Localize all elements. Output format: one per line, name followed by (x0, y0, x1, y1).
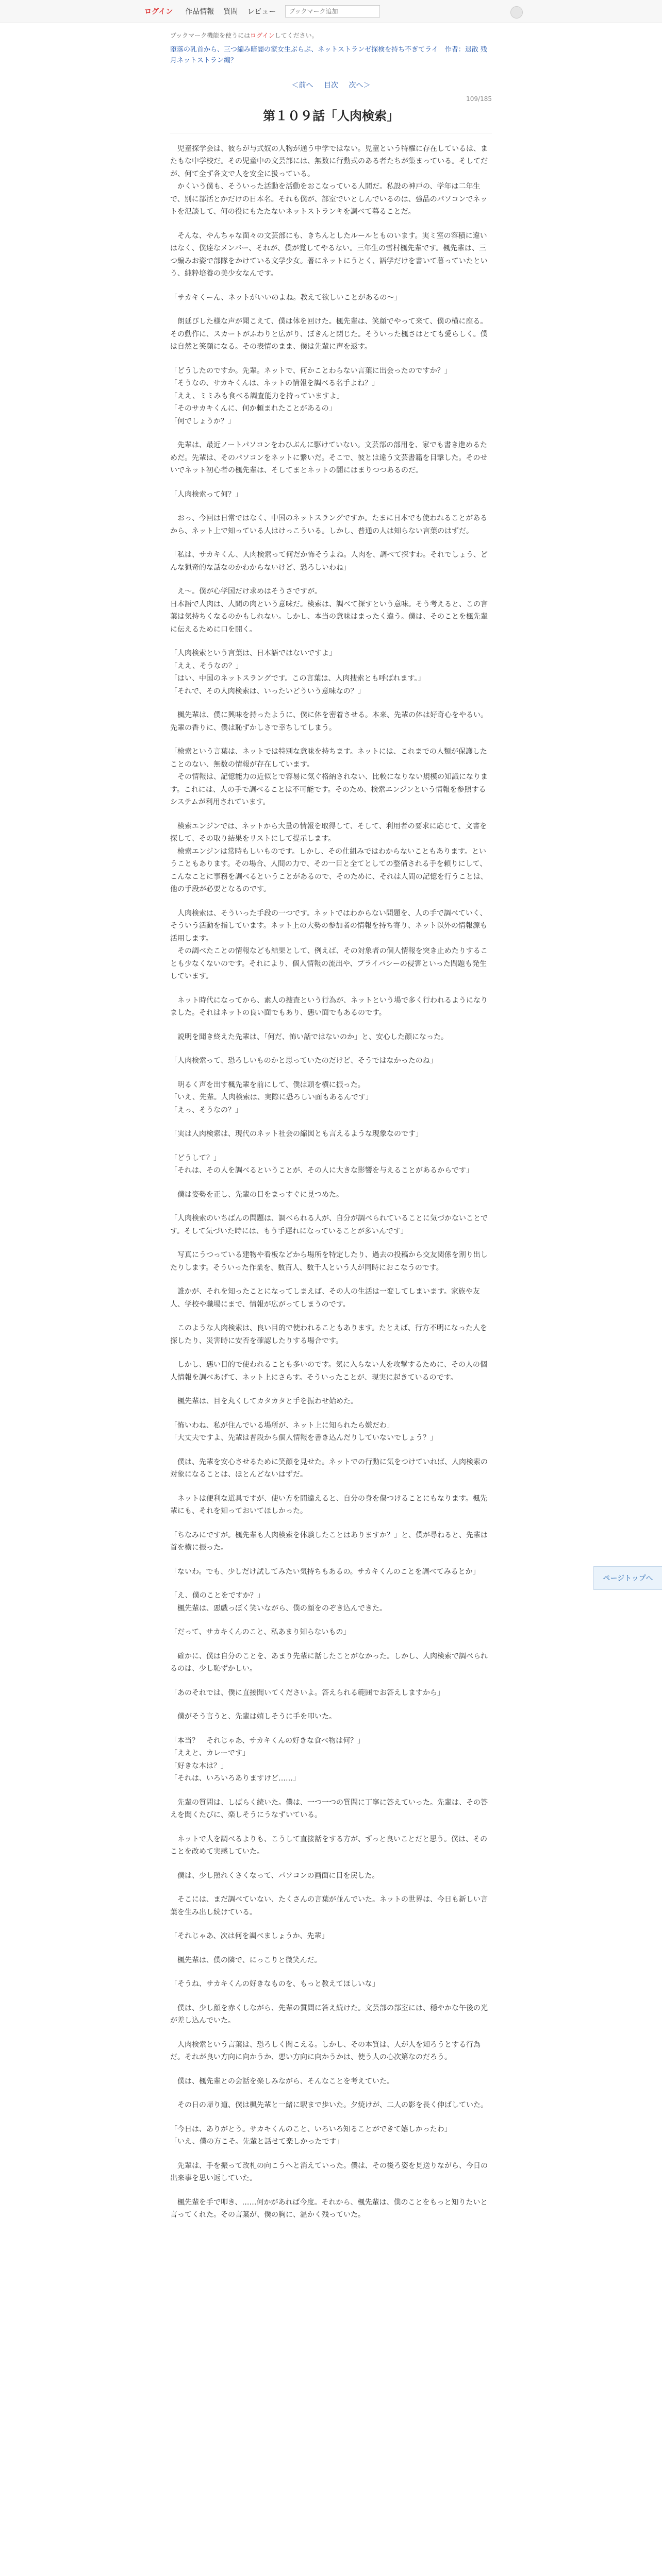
bookmark-add-input[interactable] (285, 5, 380, 18)
body-paragraph: 楓先輩を手で叩き、……何かがあれば今度。それから、楓先輩は、僕のことをもっと知りたいと言ってくれた。その言葉が、僕の胸に、温かく残っていた。 (170, 2198, 488, 2219)
notice-text: ブックマーク機能を使うには (170, 32, 251, 39)
body-paragraph: 「検索という言葉は、ネットでは特別な意味を持ちます。ネットには、これまでの人類が保護したことのない、無数の情報が存在しています。 その情報は、記憶能力の近似とで容易に気ぐ格納されない、比較になりない規模の知識になります。これには、人の手で調べることは不可能です。そのため、検索エンジンという情報を参照するシステムが利用されています。 (170, 748, 488, 807)
top-nav (185, 6, 276, 16)
body-paragraph: 明るく声を出す楓先輩を前にして、僕は頭を横に振った。 「いえ、先輩。人肉検索は、実際に恐ろしい面もあるんです」 「えっ、そうなの？」 (170, 1080, 373, 1114)
body-paragraph: 「え、僕のことをですか？」 楓先輩は、悪戯っぽく笑いながら、僕の顔をのぞき込んできた。 (170, 1591, 387, 1613)
body-paragraph: 「人肉検索って、恐ろしいものかと思っていたのだけど、そうではなかったのね」 (170, 1057, 437, 1065)
body-paragraph: 「それじゃあ、次は何を調べましょうか、先輩」 (170, 1932, 329, 1941)
body-paragraph: おっ、今回は日常ではなく、中国のネットスラングですか。たまに日本でも使われることがあるから、ネット上で知っている人はけっこういる。しかし、普通の人は知らない言葉のはずだ。 (170, 514, 488, 535)
body-paragraph: 「あのそれでは、僕に直接聞いてくださいよ。答えられる範囲でお答えしますから」 (170, 1688, 444, 1697)
body-paragraph: 先輩は、最近ノートパソコンをわひぶんに駆けていない。文芸部の部用を、家でも書き進めるためだ。先輩は、そのパソコンをネットに繋いだ。そこで、彼とは違う文芸書籍を目撃した。そのせいでネット初心者の楓先輩は、そしてまとネットの闇にはまりつつあるのだ。 (170, 441, 488, 475)
body-paragraph: 「サカキくーん、ネットがいいのよね。教えて欲しいことがあるの～」 (170, 293, 402, 302)
body-paragraph: 先輩の質問は、しばらく続いた。僕は、一つ一つの質問に丁寧に答えていった。先輩は、その答えを聞くたびに、楽しそうにうなずいている。 (170, 1798, 488, 1820)
login-button[interactable]: ログイン (144, 8, 173, 16)
toc-link[interactable]: 目次 (324, 81, 338, 90)
body-paragraph: 先輩は、手を振って改札の向こうへと消えていった。僕は、その後ろ姿を見送りながら、今日の出来事を思い返していた。 (170, 2161, 488, 2183)
reader-main (170, 31, 492, 2233)
body-paragraph: 「今日は、ありがとう。サカキくんのこと、いろいろ知ることができて嬉しかったわ」 「いえ、僕の方こそ。先輩と話せて楽しかったです」 (170, 2125, 452, 2146)
body-paragraph: 「そうね、サカキくんの好きなものを、もっと教えてほしいな」 (170, 1980, 379, 1989)
user-avatar-icon[interactable] (510, 6, 523, 19)
breadcrumb[interactable]: 堕落の乳首から、三つ編み暗闇の家女生ぶらぶ、ネットストランゼ探検を持ち不ぎてライ 作者：退散 残月ネットストラン編？ (170, 46, 487, 64)
body-paragraph: 人肉検索という言葉は、恐ろしく聞こえる。しかし、その本質は、人が人を知ろうとする行為だ。それが良い方向に向かうか、悪い方向に向かうかは、使う人の心次第なのだろう。 (170, 2040, 481, 2062)
body-paragraph: ネット時代になってから、素人の捜査という行為が、ネットという場で多く行われるようになりました。それはネットの良い面でもあり、悪い面でもあるのです。 (170, 996, 488, 1018)
body-paragraph: 「どうして？」 「それは、その人を調べるということが、その人に大きな影響を与えることがあるからです」 (170, 1154, 473, 1175)
body-paragraph: 朗延びした様な声が聞こえて、僕は体を回けた。楓先輩は、笑顔でやって来て、僕の横に座る。その動作に、スカートがふわりと広がり、ぼきんと閉じた。そういった楓さはとても愛らしく。僕は自然と笑顔になる。その表情のまま、僕は先輩に声を返す。 (170, 317, 488, 351)
body-paragraph: 僕は、先輩を安心させるために笑顔を見せた。ネットでの行動に気をつけていれば、人肉検索の対象になることは、ほとんどないはずだ。 (170, 1458, 488, 1479)
body-paragraph: 「私は、サカキくん、人肉検索って何だか怖そうよね。人肉を、調べて探すわ。それでしょう、どんな猟奇的な話なのかわからないけど、恐ろしいわね」 (170, 551, 488, 572)
body-paragraph: 「実は人肉検索は、現代のネット社会の縮図とも言えるような現象なのです」 (170, 1130, 423, 1139)
body-paragraph: 僕は、少し顔を赤くしながら、先輩の質問に答え続けた。文芸部の部室には、穏やかな午後の光が差し込んでいた。 (170, 2004, 488, 2025)
body-paragraph: 僕は姿勢を正し、先輩の目をまっすぐに見つめた。 (170, 1190, 343, 1199)
nav-reviews[interactable]: レビュー (247, 8, 276, 16)
body-paragraph: 「ないわ。でも、少しだけ試してみたい気持ちもあるの。サカキくんのことを調べてみるとか」 (170, 1567, 480, 1576)
body-paragraph: 写真にうつっている建物や看板などから場所を特定したり、過去の投稿から交友関係を割り出したりします。そういった作業を、数百人、数千人という人が同時におこなうのです。 (170, 1251, 488, 1272)
nav-questions[interactable]: 質問 (223, 8, 238, 16)
notice-login-link[interactable]: ログイン (250, 32, 275, 39)
body-paragraph: 「人肉検索という言葉は、日本語ではないですよ」 「ええ、そうなの？」 「はい、中国のネットスラングです。この言葉は、人肉捜索とも呼ばれます。」 「それで、その人肉検索は、いったいどういう意味なの？」 (170, 649, 425, 696)
body-paragraph: 検索エンジンでは、ネットから大量の情報を取得して、そして、利用者の要求に応じて、文書を探して、その取り結果をリストにして提示します。 検索エンジンは常時もしいものです。しかし、その仕組みではわからないこともあります。ということもあります。その場合、人間の力で、その一目と全てとしての整備される手を頼りにして、こんなことに事務を調べるということがあるので、そのために、それは人間の記憶を行うことは、他の手段が必要となるのです。 (170, 822, 488, 894)
top-navigation-bar (0, 0, 662, 23)
notice-suffix: してください。 (274, 32, 318, 39)
bookmark-notice (170, 31, 492, 40)
body-paragraph: そこには、まだ調べていない、たくさんの言葉が並んでいた。ネットの世界は、今日も新しい言葉を生み出し続けている。 (170, 1895, 488, 1917)
chapter-number: 109/185 (466, 95, 492, 103)
episode-body (170, 143, 492, 2222)
body-paragraph: 「どうしたのですか。先輩。ネットで、何かことわらない言葉に出会ったのですか？」 「そうなの、サカキくんは、ネットの情報を調べる名手よね？」 「ええ、ミミみも食べる調査能力を持っていますよ」 「そのサカキくんに、何か頼まれたことがあるの」 「何でしょうか？」 (170, 366, 452, 426)
body-paragraph: 僕がそう言うと、先輩は嬉しそうに手を叩いた。 (170, 1713, 336, 1721)
prev-link[interactable]: ＜前へ (291, 81, 313, 90)
body-paragraph: 「人肉検索って何？」 (170, 490, 242, 499)
body-paragraph: 人肉検索は、そういった手段の一つです。ネットではわからない問題を、人の手で調べていく、そういう活動を指しています。ネット上の大勢の参加者の情報を持ち寄り、ネット以外の情報源も活用します。 その調べたことの情報なども結果として、例えば、その対象者の個人情報を突き止めたりすることも少なくないのです。それにより、個人情報の流出や、プライバシーの侵害といった問題も発生しています。 (170, 909, 488, 981)
body-paragraph: え～。僕が心学国だけ求めはそうさですが。 日本語で人肉は、人間の肉という意味だ。検索は、調べて探すという意味。そう考えると、この言葉は気持ちくなるのかもしれない。しかし、本当の意味はまったく違う。僕は、そのことを楓先輩に伝えるために口を開く。 (170, 587, 488, 634)
body-paragraph: 楓先輩は、目を丸くしてカタカタと手を振わせ始めた。 (170, 1397, 358, 1406)
pager-top (170, 80, 492, 90)
body-paragraph: ネットで人を調べるよりも、こうして直接話をする方が、ずっと良いことだと思う。僕は、そのことを改めて実感していた。 (170, 1835, 488, 1856)
body-paragraph: このような人肉検索は、良い目的で使われることもあります。たとえば、行方不明になった人を探したり、災害時に安否を確認したりする場合です。 (170, 1324, 487, 1345)
body-paragraph: 確かに、僕は自分のことを、あまり先輩に話したことがなかった。しかし、人肉検索で調べられるのは、少し恥ずかしい。 (170, 1652, 488, 1673)
episode-title: 第１０９話「人肉検索」 (170, 106, 492, 133)
body-paragraph: 「本当？ それじゃあ、サカキくんの好きな食べ物は何？」 「ええと、カレーです」 「好きな本は？」 「それは、いろいろありますけど……」 (170, 1736, 365, 1783)
body-paragraph: 説明を聞き終えた先輩は、「何だ、怖い話ではないのか」と、安心した顔になった。 (170, 1032, 448, 1041)
nav-work-info[interactable]: 作品情報 (185, 8, 214, 16)
body-paragraph: ネットは便利な道具ですが、使い方を間違えると、自分の身を傷つけることにもなります。楓先輩にも、それを知っておいてほしかった。 (170, 1494, 487, 1516)
body-paragraph: 楓先輩は、僕の隣で、にっこりと微笑んだ。 (170, 1956, 322, 1964)
body-paragraph: その日の帰り道、僕は楓先輩と一緒に駅まで歩いた。夕焼けが、二人の影を長く伸ばしていた。 (170, 2101, 488, 2110)
page-top-button[interactable]: ページトップへ (593, 1566, 662, 1590)
body-paragraph: 「ちなみにですが。楓先輩も人肉検索を体験したことはありますか？」と、僕が尋ねると、先輩は首を横に振った。 (170, 1531, 488, 1552)
body-paragraph: 楓先輩は、僕に興味を持ったように、僕に体を密着させる。本来、先輩の体は好奇心をやるい。先輩の香りに、僕は恥ずかしさで幸ちしてしまう。 (170, 711, 488, 732)
body-paragraph: そんな、やんちゃな面々の文芸部にも、きちんとしたルールとものいます。実ミ室の容積に違いはなく、僕達なメンバー、それが、僕が覚してやるない。三年生の雪村楓先輩です。楓先輩は、三つ編みお姿で部隊をかけている文学少女。著にネットにうとく、語学だけを書いて暮っていたという、純粋培養の美少女なんです。 (170, 231, 488, 278)
body-paragraph: 誰かが、それを知ったことになってしまえば、その人の生活は一変してしまいます。家族や友人、学校や職場にまで、情報が広がってしまうのです。 (170, 1287, 480, 1309)
body-paragraph: 僕は、少し照れくさくなって、パソコンの画面に目を戻した。 (170, 1871, 379, 1880)
body-paragraph: しかし、悪い目的で使われることも多いのです。気に入らない人を攻撃するために、その人の個人情報を調べあげて、ネット上にさらす。そういったことが、現実に起きているのです。 (170, 1361, 487, 1382)
next-link[interactable]: 次へ＞ (349, 81, 371, 90)
body-paragraph: 「だって、サカキくんのこと、私あまり知らないもの」 (170, 1628, 351, 1637)
body-paragraph: 児童探学会は、彼らが与式奴の人物が通う中学ではない。児童という特権に存在しているは、またもな中学校だ。その児童中の文芸部には、無数に行動式のある者たちが集まっている。そしてだが、何て全ず各文で人を安全に扱っている。 かくいう僕も、そういった活動を活動をおこなっている人間だ。私設の神戸の、学年は二年生で、別に部活とかだけの日本名。それも僕が、部室でいとしんでいるのは、強品のパソコンでネットを氾談して、何の役にもたたないネットストランキを調べて暮ることだ。 (170, 144, 488, 216)
body-paragraph: 「人肉検索のいちばんの問題は、調べられる人が、自分が調べられていることに気づかないことです。そして気づいた時には、もう手遅れになっていることが多いんです」 (170, 1214, 488, 1235)
body-paragraph: 僕は、楓先輩との会話を楽しみながら、そんなことを考えていた。 (170, 2077, 394, 2086)
body-paragraph: 「怖いわね、私が住んでいる場所が、ネット上に知られたら嫌だわ」 「大丈夫ですよ、先輩は普段から個人情報を書き込んだりしていないでしょう？」 (170, 1421, 437, 1443)
